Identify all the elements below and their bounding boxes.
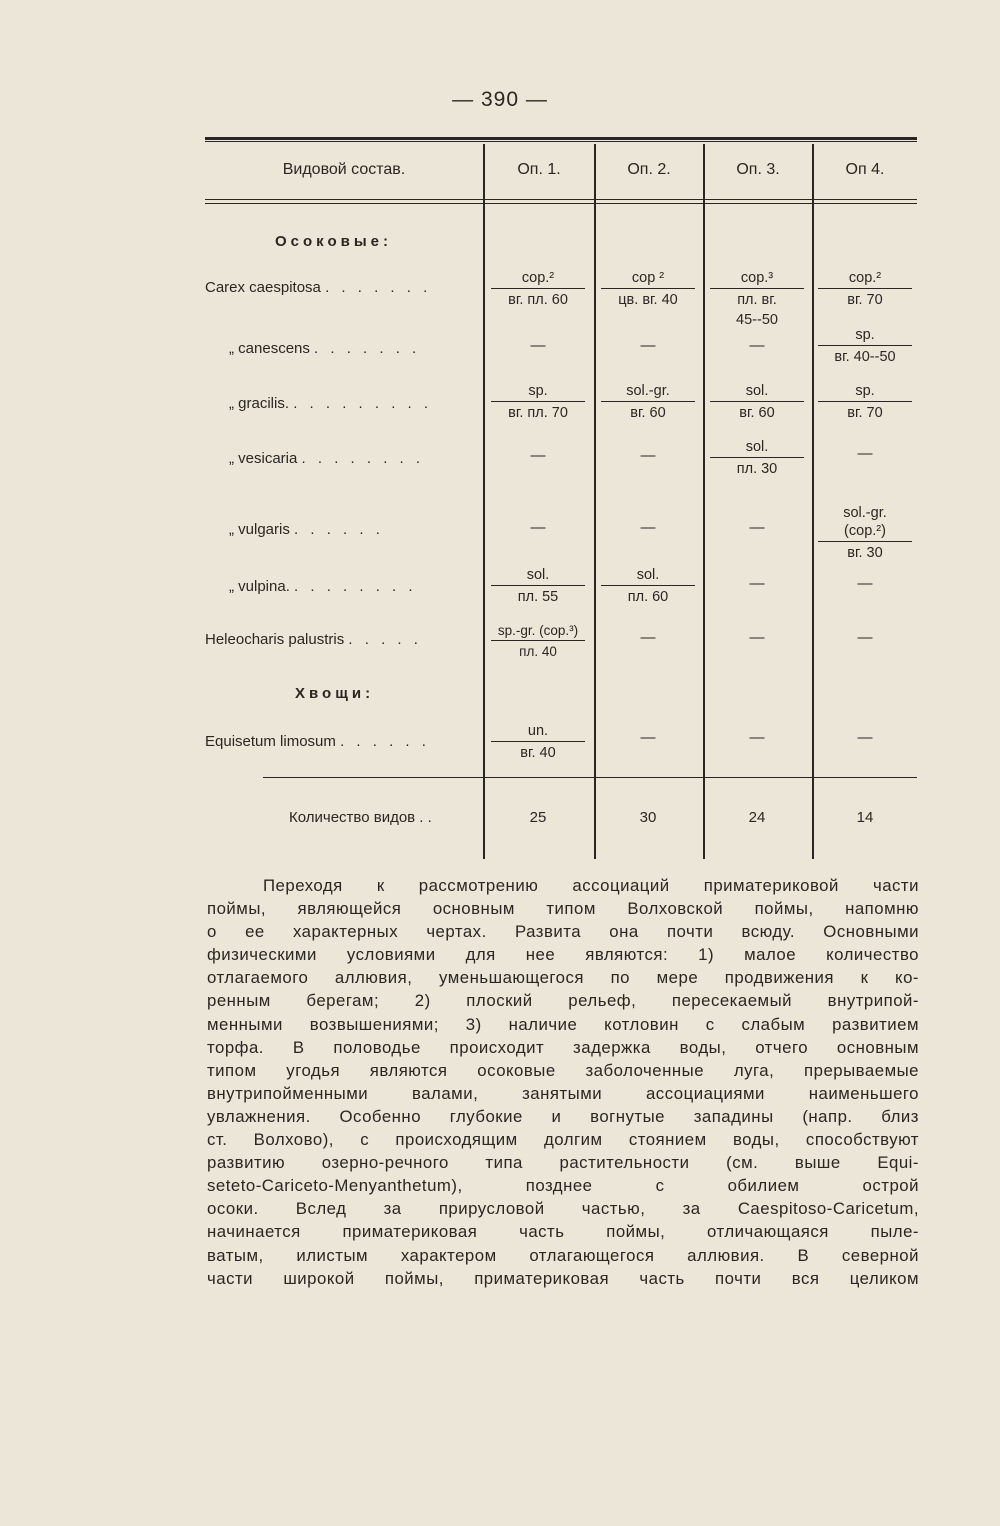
species-name: Heleocharis palustris . . . . . — [205, 631, 422, 648]
cell-frac: cop.³ пл. вг. 45--50 — [704, 270, 810, 329]
text-line: осоки. Вслед за прирусловой частью, за Caespitoso-Caricetum, — [207, 1199, 919, 1219]
cell-frac: cop.² вг. пл. 60 — [485, 270, 591, 309]
cell-dash: — — [857, 729, 873, 746]
cell-frac: cop ² цв. вг. 40 — [595, 270, 701, 309]
cell-dash: — — [530, 519, 546, 536]
text-line: части широкой поймы, приматериковая часть почти вся целиком — [207, 1268, 919, 1288]
cell-frac: sol. пл. 60 — [595, 567, 701, 606]
cell-dash: — — [640, 519, 656, 536]
page-number: — 390 — — [452, 88, 548, 111]
total-label: Количество видов . . — [289, 809, 432, 826]
cell-frac: cop.² вг. 70 — [812, 270, 918, 309]
cell-dash: — — [857, 629, 873, 646]
table-top-rule-thin — [205, 141, 917, 142]
text-line: поймы, являющейся основным типом Волховской поймы, напомню — [207, 899, 919, 919]
text-line: seteto-Cariceto-Menyanthetum), позднее с обилием острой — [207, 1176, 919, 1196]
cell-frac: sp. вг. 70 — [812, 383, 918, 422]
header-op3: Оп. 3. — [736, 161, 780, 178]
text-line: ренным берегам; 2) плоский рельеф, пересекаемый внутрипой- — [207, 991, 919, 1011]
cell-frac: un. вг. 40 — [485, 723, 591, 762]
cell-frac: sol. пл. 55 — [485, 567, 591, 606]
total-op3: 24 — [748, 809, 766, 826]
text-line: ст. Волхово), с происходящим долгим стоянием воды, способствуют — [207, 1130, 919, 1150]
cell-dash: — — [749, 575, 765, 592]
cell-dash: — — [640, 337, 656, 354]
text-line: физическими условиями для нее являются: 1) малое количество — [207, 945, 919, 965]
header-op4: Оп 4. — [845, 161, 885, 178]
group-horsetails: Хвощи: — [295, 685, 375, 702]
text-line: менными возвышениями; 3) наличие котловин с слабым развитием — [207, 1014, 919, 1034]
header-rule — [205, 199, 917, 200]
cell-dash: — — [640, 629, 656, 646]
cell-dash: — — [640, 729, 656, 746]
text-line: увлажнения. Особенно глубокие и вогнутые западины (напр. близ — [207, 1106, 919, 1126]
cell-frac: sp. вг. пл. 70 — [485, 383, 591, 422]
species-name: „ vesicaria . . . . . . . . — [229, 450, 425, 467]
table-top-rule — [205, 137, 917, 140]
total-op1: 25 — [529, 809, 547, 826]
text-line: отлагаемого аллювия, уменьшающегося по мере продвижения к ко- — [207, 968, 919, 988]
cell-dash: — — [749, 519, 765, 536]
total-op4: 14 — [856, 809, 874, 826]
cell-frac: sol. пл. 30 — [704, 439, 810, 478]
header-species: Видовой состав. — [282, 161, 406, 178]
cell-dash: — — [640, 447, 656, 464]
header-op2: Оп. 2. — [627, 161, 671, 178]
text-line: ватым, илистым характером отлагающегося аллювия. В северной — [207, 1245, 919, 1265]
header-rule-2 — [205, 203, 917, 204]
header-op1: Оп. 1. — [517, 161, 561, 178]
cell-dash: — — [857, 445, 873, 462]
text-line: начинается приматериковая часть поймы, отличающаяся пыле- — [207, 1222, 919, 1242]
cell-dash: — — [749, 729, 765, 746]
text-line: типом угодья являются осоковые заболоченные луга, прерываемые — [207, 1060, 919, 1080]
species-name: „ gracilis. . . . . . . . . . — [229, 395, 433, 412]
cell-dash: — — [530, 337, 546, 354]
cell-frac: sol. вг. 60 — [704, 383, 810, 422]
text-line: о ее характерных чертах. Развита она почти всюду. Основными — [207, 922, 919, 942]
species-name: Equisetum limosum . . . . . . — [205, 733, 430, 750]
cell-frac: sp.-gr. (cop.³) пл. 40 — [485, 623, 591, 661]
cell-frac: sol.-gr. вг. 60 — [595, 383, 701, 422]
cell-frac: sp. вг. 40--50 — [812, 327, 918, 366]
species-name: „ canescens . . . . . . . — [229, 340, 421, 357]
species-table — [205, 137, 917, 859]
cell-dash: — — [857, 575, 873, 592]
col-divider-4 — [812, 144, 814, 859]
cell-dash: — — [530, 447, 546, 464]
col-divider-2 — [594, 144, 596, 859]
species-name: „ vulpina. . . . . . . . . — [229, 578, 417, 595]
totals-rule — [263, 777, 917, 778]
col-divider-3 — [703, 144, 705, 859]
cell-frac: sol.-gr. (cop.²) вг. 30 — [812, 505, 918, 562]
text-line: развитию озерно-речного типа растительности (см. выше Equi- — [207, 1153, 919, 1173]
text-line: внутрипойменными валами, занятыми ассоциациями наименьшего — [207, 1083, 919, 1103]
text-line: торфа. В половодье происходит задержка воды, отчего основным — [207, 1037, 919, 1057]
cell-dash: — — [749, 629, 765, 646]
total-op2: 30 — [639, 809, 657, 826]
cell-dash: — — [749, 337, 765, 354]
species-name: Carex caespitosa . . . . . . . — [205, 279, 432, 296]
species-name: „ vulgaris . . . . . . — [229, 521, 384, 538]
group-sedges: Осоковые: — [275, 233, 393, 250]
text-line: Переходя к рассмотрению ассоциаций приматериковой части — [263, 876, 919, 895]
body-paragraph — [207, 874, 919, 1290]
